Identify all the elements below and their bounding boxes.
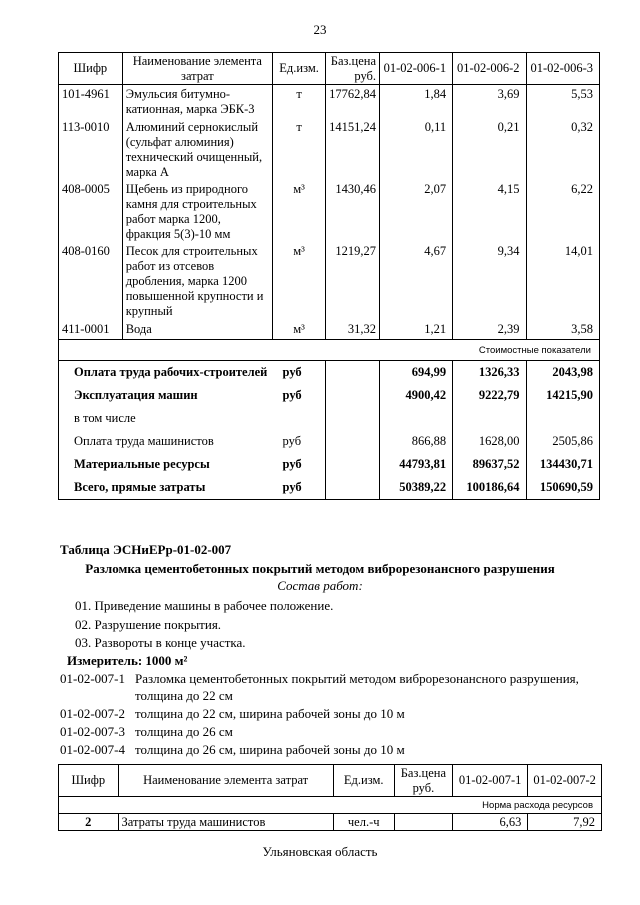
table-row [59,814,602,831]
resource-table-007 [58,764,602,831]
summary-unit: руб [273,430,326,453]
norm-text: толщина до 22 см, ширина рабочей зоны до 10 м [135,706,405,721]
price-cell: 17762,84 [326,85,380,118]
value-cell: 4,15 [453,180,526,242]
price-cell [326,384,380,407]
column-header: Баз.цена руб. [326,53,380,85]
value-cell: 7,92 [528,814,602,831]
table-label: Таблица ЭСНиЕРр-01-02-007 [60,542,232,557]
page-number: 23 [313,22,327,37]
resource-code: 408-0005 [59,180,123,242]
summary-label: Всего, прямые затраты [59,476,273,500]
value-cell: 150690,59 [526,476,599,500]
value-cell: 866,88 [380,430,453,453]
subheader-label: Норма расхода ресурсов [59,797,602,814]
table-row [59,85,600,118]
value-cell: 3,58 [526,320,599,340]
column-header: 01-02-006-2 [453,53,526,85]
column-header: 01-02-007-1 [453,765,528,797]
column-header: Ед.изм. [333,765,394,797]
column-header: 01-02-007-2 [528,765,602,797]
unit-cell: т [273,118,326,180]
norm-text: толщина до 26 см, ширина рабочей зоны до 10 м [135,742,405,757]
price-cell: 31,32 [326,320,380,340]
unit-cell: м³ [273,320,326,340]
price-cell [326,453,380,476]
work-item: 03. Развороты в конце участка. [75,635,246,650]
unit-cell: м³ [273,242,326,320]
value-cell: 2,39 [453,320,526,340]
resource-code: 113-0010 [59,118,123,180]
value-cell: 9,34 [453,242,526,320]
column-header: Ед.изм. [273,53,326,85]
subheader-label: Стоимостные показатели [59,340,600,361]
resource-code: 101-4961 [59,85,123,118]
summary-unit: руб [273,361,326,385]
value-cell: 14,01 [526,242,599,320]
table-row [59,118,600,180]
summary-unit: руб [273,384,326,407]
value-cell: 100186,64 [453,476,526,500]
measure-unit: Измеритель: 1000 м² [67,653,188,668]
value-cell: 50389,22 [380,476,453,500]
price-cell [326,430,380,453]
value-cell: 2043,98 [526,361,599,385]
value-cell [380,407,453,430]
norm-text: толщина до 22 см [135,688,233,703]
value-cell: 4,67 [380,242,453,320]
resource-name: Щебень из природного камня для строительных работ марка 1200, фракция 5(3)-10 мм [122,180,272,242]
summary-label: Оплата труда рабочих-строителей [59,361,273,385]
value-cell: 1628,00 [453,430,526,453]
resource-name: Вода [122,320,272,340]
summary-label: в том числе [59,407,273,430]
price-cell [394,814,452,831]
resource-code: 408-0160 [59,242,123,320]
norm-code: 01-02-007-3 [60,724,125,739]
work-item: 01. Приведение машины в рабочее положение. [75,598,334,613]
table-row [59,320,600,340]
summary-label: Эксплуатация машин [59,384,273,407]
unit-cell: т [273,85,326,118]
resource-code: 2 [59,814,119,831]
value-cell [453,407,526,430]
value-cell: 2505,86 [526,430,599,453]
table-header-row [59,53,600,85]
works-title: Состав работ: [277,578,363,593]
table-row [59,242,600,320]
column-header: 01-02-006-3 [526,53,599,85]
norm-code: 01-02-007-1 [60,671,125,686]
price-cell: 1219,27 [326,242,380,320]
summary-label: Материальные ресурсы [59,453,273,476]
column-header: Баз.цена руб. [394,765,452,797]
section-title: Разломка цементобетонных покрытий методом виброрезонансного разрушения [85,561,555,576]
footer-region: Ульяновская область [262,844,378,859]
value-cell: 134430,71 [526,453,599,476]
price-cell [326,407,380,430]
value-cell: 5,53 [526,85,599,118]
resource-name: Эмульсия битумно-катионная, марка ЭБК-3 [122,85,272,118]
price-cell: 1430,46 [326,180,380,242]
value-cell: 14215,90 [526,384,599,407]
work-item: 02. Разрушение покрытия. [75,617,222,632]
norm-text: толщина до 26 см [135,724,233,739]
summary-unit: руб [273,453,326,476]
subheader-row [59,797,602,814]
price-cell [326,476,380,500]
price-cell [326,361,380,385]
value-cell: 6,63 [453,814,528,831]
summary-row [59,430,600,453]
column-header: Шифр [59,53,123,85]
resource-table-006 [58,52,600,500]
value-cell: 0,32 [526,118,599,180]
summary-row [59,476,600,500]
value-cell: 3,69 [453,85,526,118]
column-header: Наименование элемента затрат [122,53,272,85]
value-cell: 1326,33 [453,361,526,385]
value-cell: 2,07 [380,180,453,242]
summary-row [59,453,600,476]
norm-code: 01-02-007-2 [60,706,125,721]
summary-row [59,407,600,430]
value-cell: 1,84 [380,85,453,118]
column-header: Наименование элемента затрат [118,765,333,797]
subheader-row [59,340,600,361]
value-cell: 6,22 [526,180,599,242]
summary-row [59,361,600,385]
resource-name: Затраты труда машинистов [118,814,333,831]
unit-cell: м³ [273,180,326,242]
table-row [59,180,600,242]
table-header-row [59,765,602,797]
resource-name: Алюминий сернокислый (сульфат алюминия) технический очищенный, марка А [122,118,272,180]
norm-code: 01-02-007-4 [60,742,125,757]
resource-code: 411-0001 [59,320,123,340]
value-cell: 9222,79 [453,384,526,407]
summary-row [59,384,600,407]
column-header: Шифр [59,765,119,797]
value-cell: 0,11 [380,118,453,180]
value-cell: 4900,42 [380,384,453,407]
resource-name: Песок для строительных работ из отсевов дробления, марка 1200 повышенной крупности и крупный [122,242,272,320]
unit-cell: чел.-ч [333,814,394,831]
summary-unit: руб [273,476,326,500]
value-cell: 1,21 [380,320,453,340]
value-cell [526,407,599,430]
value-cell: 694,99 [380,361,453,385]
summary-unit [273,407,326,430]
price-cell: 14151,24 [326,118,380,180]
summary-label: Оплата труда машинистов [59,430,273,453]
value-cell: 44793,81 [380,453,453,476]
column-header: 01-02-006-1 [380,53,453,85]
value-cell: 89637,52 [453,453,526,476]
norm-text: Разломка цементобетонных покрытий методом виброрезонансного разрушения, [135,671,579,686]
value-cell: 0,21 [453,118,526,180]
